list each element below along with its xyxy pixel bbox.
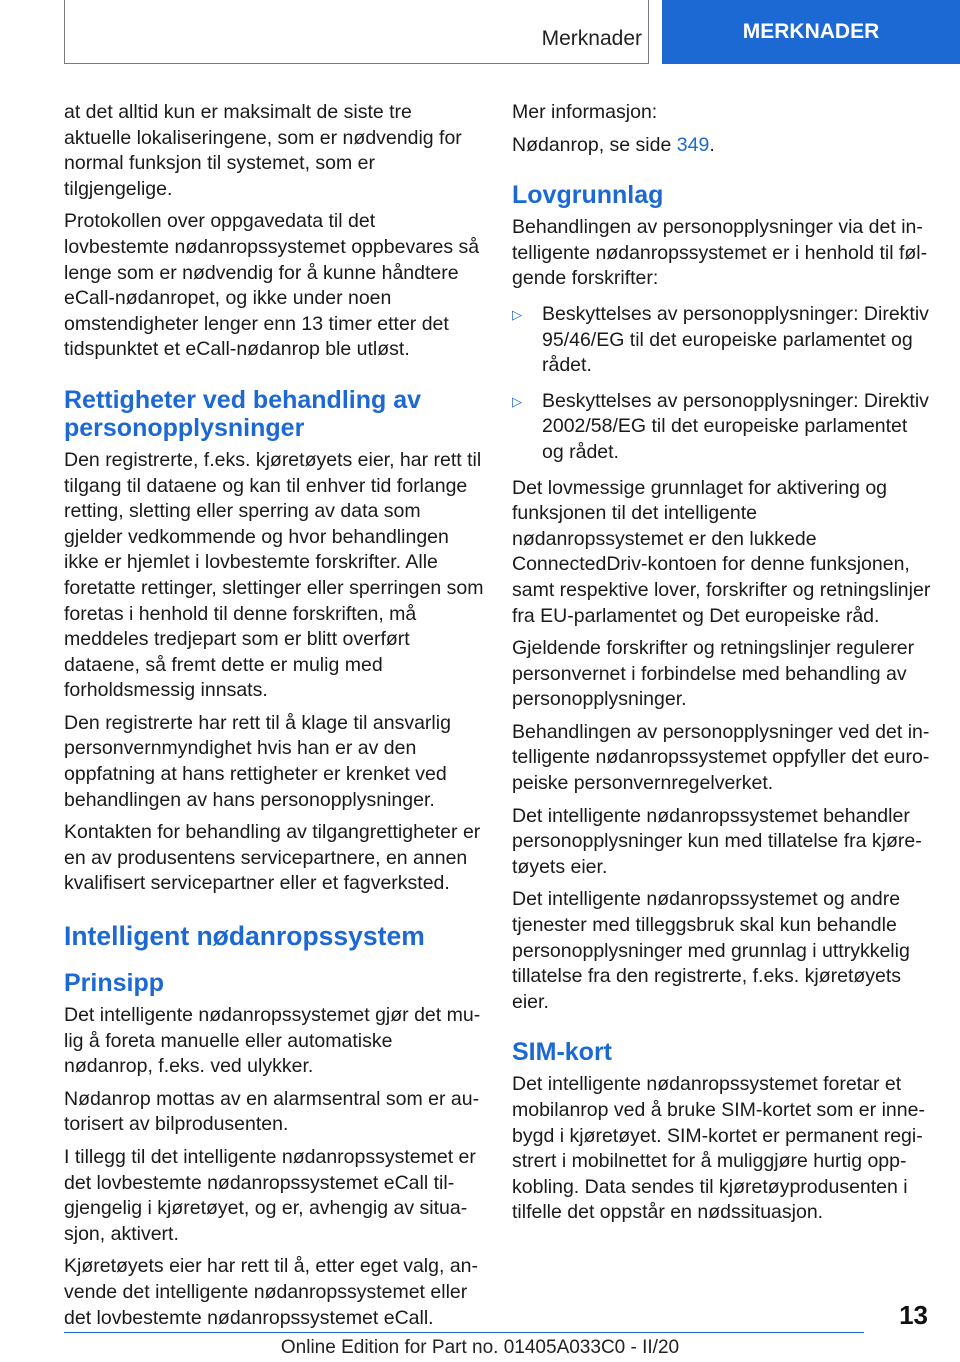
paragraph: Det intelligente nødanropssystemet foretar et mobilanrop ved å bruke SIM-kortet som er innebygd i kjøretøyet. SIM-kortet er permanent registrert i mobilnettet for å muliggjøre hurtig oppkobling. Data sendes til kjøretøyprodusenten i tilfelle det oppstår en nødssituasjon. xyxy=(512,1073,925,1224)
triangle-bullet-icon: ▷ xyxy=(512,306,522,322)
footer-divider xyxy=(64,1332,864,1333)
page-link[interactable]: 349 xyxy=(676,133,710,156)
list-item xyxy=(512,389,932,466)
heading-law: Lovgrunnlag xyxy=(512,181,664,210)
triangle-bullet-icon: ▷ xyxy=(512,393,522,409)
paragraph: Den registrerte har rett til å klage til ansvarlig personvernmyndighet hvis han er av den oppfatning at hans rettigheter er krenket ved behandlingen av hans personopplysninger. xyxy=(64,711,451,811)
right-column xyxy=(512,100,932,1233)
page-number: 13 xyxy=(899,1300,928,1330)
paragraph: Nødanrop mottas av en alarmsentral som er autorisert av bilprodusenten. xyxy=(64,1087,480,1136)
paragraph: Den registrerte, f.eks. kjøretøyets eier, har rett til tilgang til dataene og kan til enhver tid forlange retting, sletting eller sperring av data som gjelder vedkommende og hvor behandlingen ikke er hjemlet i lovbestemte forskrifter. Alle foretatte rettinger, slettinger eller sperringen som foretas i henhold til denne forskriften, må meddeles tredjepart som er blitt overført dataene, så fremt dette er mulig med forholdsmessig innsats. xyxy=(64,448,484,702)
paragraph: Det intelligente nødanropssystemet behandler personopplysninger kun med tillatelse fra kjøretøyets eier. xyxy=(512,804,922,878)
cross-reference-text: Nødanrop, se side xyxy=(512,133,677,156)
header-box xyxy=(64,0,649,64)
cross-reference-end: . xyxy=(709,133,715,156)
directive-list xyxy=(512,302,932,466)
list-item xyxy=(512,302,932,379)
left-column xyxy=(64,100,484,1338)
paragraph: at det alltid kun er maksimalt de siste tre aktuelle lokaliseringene, som er nødvendig for normal funksjon til systemet, som er tilgjengelige. xyxy=(64,101,462,200)
paragraph: I tillegg til det intelligente nødanropssystemet er det lovbestemte nødanropssystemet eCall tilgjengelig i kjøretøyet, og er, avhengig av situasjon, aktivert. xyxy=(64,1146,476,1245)
paragraph: Behandlingen av personopplysninger via det intelligente nødanropssystemet er i henhold til følgende forskrifter: xyxy=(512,216,928,290)
heading-sim: SIM-kort xyxy=(512,1038,612,1067)
edition-footer: Online Edition for Part no. 01405A033C0 - II/20 xyxy=(280,1337,680,1358)
heading-rights: Rettigheter ved behandling av personopplysninger xyxy=(64,385,422,442)
paragraph: Protokollen over oppgavedata til det lovbestemte nødanropssystemet oppbevares så lenge som er nødvendig for å kunne håndtere eCall-nødanropet, og ikke under noen omstendigheter lenger enn 13 timer etter det tidspunktet et eCall-nødanrop ble utløst. xyxy=(64,210,480,361)
cross-reference xyxy=(512,133,932,159)
list-item-text: Beskyttelses av personopplysninger: Direktiv 2002/58/EG til det europeiske parlamentet og rådet. xyxy=(542,389,929,463)
paragraph: Behandlingen av personopplysninger ved det intelligente nødanropssystemet oppfyller det europeiske personvernregelverket. xyxy=(512,720,930,795)
list-item-text: Beskyttelses av personopplysninger: Direktiv 95/46/EG til det europeiske parlamentet og rådet. xyxy=(542,302,929,377)
paragraph: Kjøretøyets eier har rett til å, etter eget valg, anvende det intelligente nødanropssystemet eller det lovbestemte nødanropssystemet eCall. xyxy=(64,1255,479,1329)
heading-principle: Prinsipp xyxy=(64,969,165,998)
section-title: Merknader xyxy=(541,27,642,50)
paragraph: Det lovmessige grunnlaget for aktivering og funksjonen til det intelligente nødanropssystemet er den lukkede ConnectedDriv-kontoen for denne funksjonen, samt respektive lover, forskrifter og retningslinjer fra EU-parlamentet og Det europeiske råd. xyxy=(512,476,931,627)
paragraph: Det intelligente nødanropssystemet og andre tjenester med tilleggsbruk skal kun behandle personopplysninger med grunnlag i uttrykkelig tillatelse fra den registrerte, f.eks. kjøretøyets eier. xyxy=(512,888,910,1013)
paragraph: Det intelligente nødanropssystemet gjør det mulig å foreta manuelle eller automatiske nødanrop, f.eks. ved ulykker. xyxy=(64,1004,481,1078)
heading-system: Intelligent nødanropssystem xyxy=(64,921,425,952)
more-info-label: Mer informasjon: xyxy=(512,101,658,123)
chapter-tab[interactable]: MERKNADER xyxy=(662,0,960,64)
paragraph: Gjeldende forskrifter og retningslinjer regulerer personvernet i forbindelse med behandling av personopplysninger. xyxy=(512,637,915,711)
paragraph: Kontakten for behandling av tilgangrettigheter er en av produsentens servicepartnere, en annen kvalifisert servicepartner eller et fagverksted. xyxy=(64,821,481,895)
